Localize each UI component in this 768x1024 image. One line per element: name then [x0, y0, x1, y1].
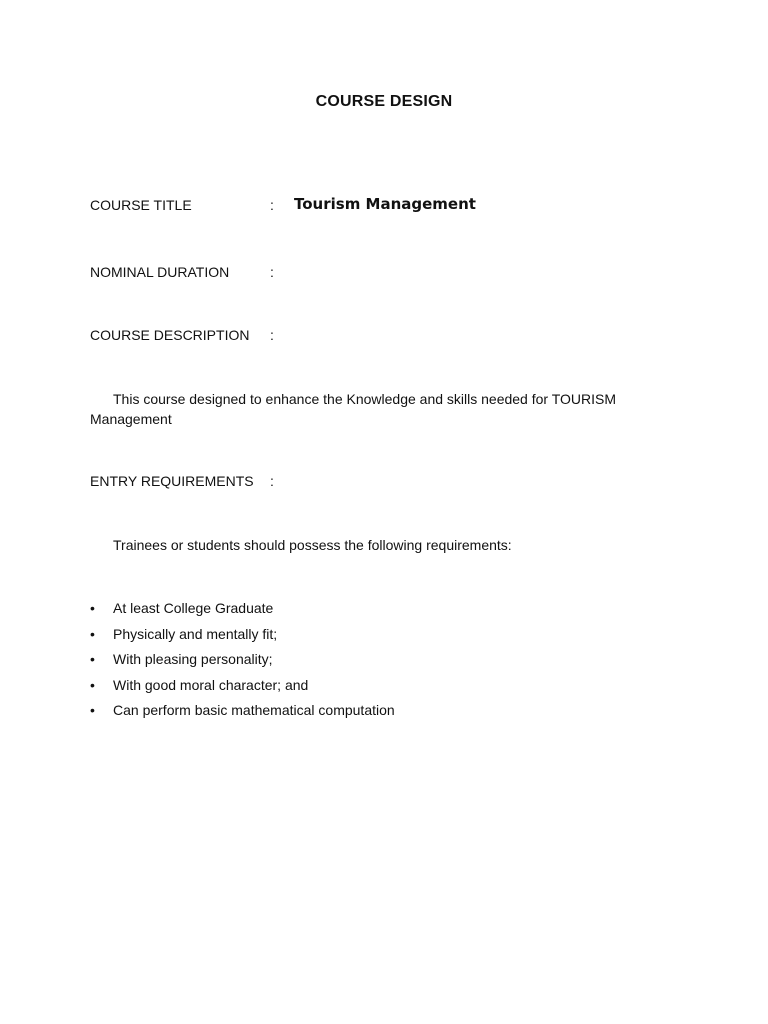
course-description-label: COURSE DESCRIPTION — [90, 327, 250, 343]
bullet-icon: • — [90, 651, 95, 667]
requirement-text: With pleasing personality; — [113, 651, 273, 667]
entry-requirements-label: ENTRY REQUIREMENTS — [90, 473, 254, 489]
bullet-icon: • — [90, 600, 95, 616]
requirements-list — [90, 598, 395, 726]
entry-requirements-colon: : — [270, 473, 274, 489]
list-item — [90, 598, 395, 624]
requirement-text: Can perform basic mathematical computation — [113, 702, 395, 718]
course-title-value: Tourism Management — [294, 195, 476, 213]
course-description-colon: : — [270, 327, 274, 343]
requirement-text: With good moral character; and — [113, 676, 309, 693]
document-title: COURSE DESIGN — [315, 93, 453, 110]
bullet-icon: • — [90, 625, 95, 642]
requirement-text: At least College Graduate — [113, 600, 274, 616]
list-item — [90, 675, 395, 701]
bullet-icon: • — [90, 702, 95, 718]
course-description-text: This course designed to enhance the Knowledge and skills needed for TOURISM Management — [90, 391, 617, 427]
course-title-colon: : — [270, 197, 274, 213]
nominal-duration-colon: : — [270, 264, 274, 280]
requirements-intro-text: Trainees or students should possess the following requirements: — [113, 537, 512, 553]
requirement-text: Physically and mentally fit; — [113, 625, 278, 642]
list-item — [90, 624, 395, 650]
bullet-icon: • — [90, 676, 95, 693]
list-item — [90, 700, 395, 726]
course-title-label: COURSE TITLE — [90, 197, 192, 213]
nominal-duration-label: NOMINAL DURATION — [90, 264, 230, 280]
list-item — [90, 649, 395, 675]
